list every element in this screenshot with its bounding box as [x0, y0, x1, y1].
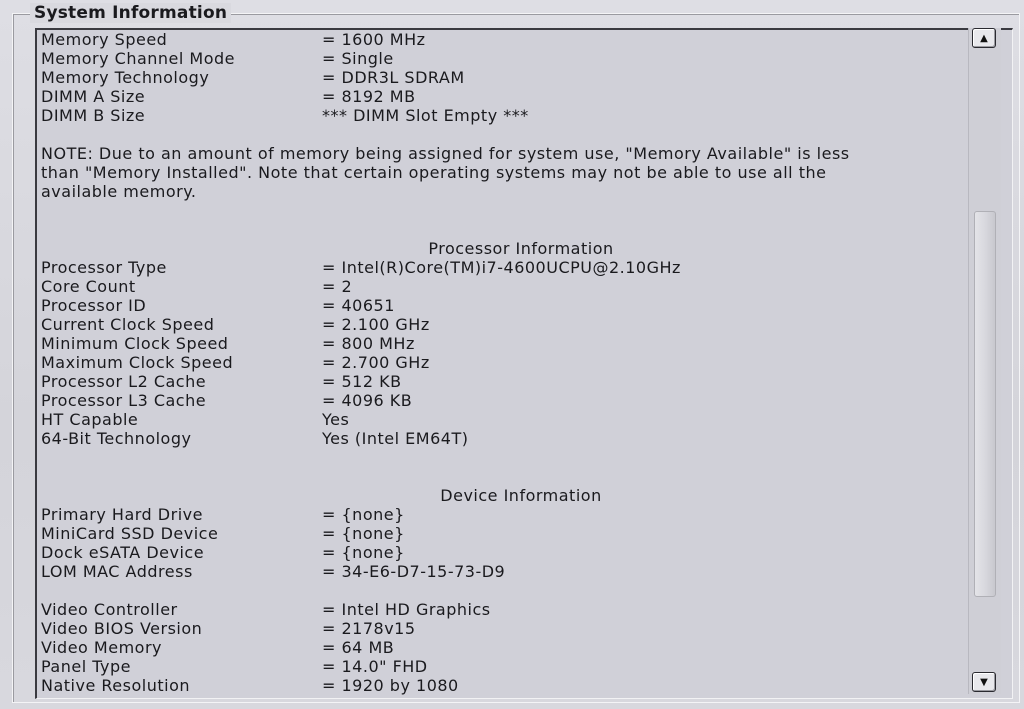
info-value: = 2.700 GHz [322, 353, 430, 372]
processor-section-title: Processor Information [428, 239, 614, 258]
info-value: = 34-E6-D7-15-73-D9 [322, 562, 506, 581]
info-row [41, 600, 961, 619]
info-label: Processor L2 Cache [41, 372, 207, 391]
info-row [41, 106, 961, 125]
info-label: Processor ID [41, 296, 147, 315]
info-row [41, 676, 961, 695]
info-row [41, 30, 961, 49]
info-label: Minimum Clock Speed [41, 334, 229, 353]
arrow-down-icon: ▼ [980, 676, 988, 688]
info-value: = Single [322, 49, 394, 68]
info-value: = 40651 [322, 296, 395, 315]
info-row [41, 353, 961, 372]
info-label: Video BIOS Version [41, 619, 203, 638]
info-label: Memory Technology [41, 68, 210, 87]
info-row [41, 410, 961, 429]
info-value: = DDR3L SDRAM [322, 68, 465, 87]
info-label: DIMM A Size [41, 87, 146, 106]
info-row [41, 505, 961, 524]
info-label: Memory Channel Mode [41, 49, 236, 68]
info-label: Dock eSATA Device [41, 543, 205, 562]
info-label: Maximum Clock Speed [41, 353, 234, 372]
info-value: Yes (Intel EM64T) [322, 429, 469, 448]
info-row [41, 372, 961, 391]
info-panel [35, 28, 1013, 699]
info-row [41, 49, 961, 68]
info-value: = 14.0" FHD [322, 657, 428, 676]
info-row [41, 334, 961, 353]
info-row [41, 562, 961, 581]
info-value: = 1920 by 1080 [322, 676, 459, 695]
info-value: = 64 MB [322, 638, 395, 657]
info-row [41, 296, 961, 315]
info-row [41, 315, 961, 334]
info-label: MiniCard SSD Device [41, 524, 219, 543]
info-value: = 4096 KB [322, 391, 413, 410]
vertical-scrollbar[interactable] [968, 28, 1001, 694]
info-value: = Intel HD Graphics [322, 600, 491, 619]
arrow-up-icon: ▲ [980, 32, 988, 44]
info-label: Core Count [41, 277, 136, 296]
info-label: DIMM B Size [41, 106, 146, 125]
info-value: = {none} [322, 505, 405, 524]
info-row [41, 277, 961, 296]
group-title: System Information [30, 3, 231, 23]
info-label: Native Resolution [41, 676, 190, 695]
video-section [41, 600, 961, 695]
info-label: Current Clock Speed [41, 315, 215, 334]
info-row [41, 429, 961, 448]
device-section [41, 505, 961, 581]
info-row [41, 87, 961, 106]
scroll-up-button[interactable] [972, 28, 996, 48]
info-value: = 800 MHz [322, 334, 415, 353]
scroll-down-button[interactable] [972, 672, 996, 692]
processor-section [41, 258, 961, 448]
info-label: Video Memory [41, 638, 162, 657]
scrollbar-thumb[interactable] [974, 211, 996, 597]
info-value: *** DIMM Slot Empty *** [322, 106, 529, 125]
info-row [41, 391, 961, 410]
info-label: Memory Speed [41, 30, 168, 49]
info-label: Panel Type [41, 657, 131, 676]
info-label: Primary Hard Drive [41, 505, 203, 524]
info-label: Processor L3 Cache [41, 391, 207, 410]
info-row [41, 543, 961, 562]
info-value: = {none} [322, 543, 405, 562]
info-value: = 1600 MHz [322, 30, 426, 49]
info-row [41, 619, 961, 638]
info-row [41, 638, 961, 657]
info-row [41, 657, 961, 676]
info-value: = 8192 MB [322, 87, 416, 106]
device-section-title: Device Information [440, 486, 602, 505]
info-label: LOM MAC Address [41, 562, 193, 581]
info-row [41, 68, 961, 87]
info-value: = Intel(R)Core(TM)i7-4600UCPU@2.10GHz [322, 258, 681, 277]
info-label: 64-Bit Technology [41, 429, 192, 448]
info-value: = {none} [322, 524, 405, 543]
info-value: Yes [322, 410, 350, 429]
info-value: = 512 KB [322, 372, 402, 391]
info-row [41, 258, 961, 277]
memory-section [41, 30, 961, 125]
info-label: Processor Type [41, 258, 167, 277]
info-value: = 2 [322, 277, 353, 296]
memory-note: NOTE: Due to an amount of memory being assigned for system use, "Memory Available" is less than "Memory Installed". Note that certain operating systems may not be able to use all the available memory. [41, 144, 850, 201]
info-content [41, 30, 961, 695]
info-row [41, 524, 961, 543]
info-value: = 2.100 GHz [322, 315, 430, 334]
info-value: = 2178v15 [322, 619, 416, 638]
info-label: HT Capable [41, 410, 139, 429]
info-label: Video Controller [41, 600, 178, 619]
